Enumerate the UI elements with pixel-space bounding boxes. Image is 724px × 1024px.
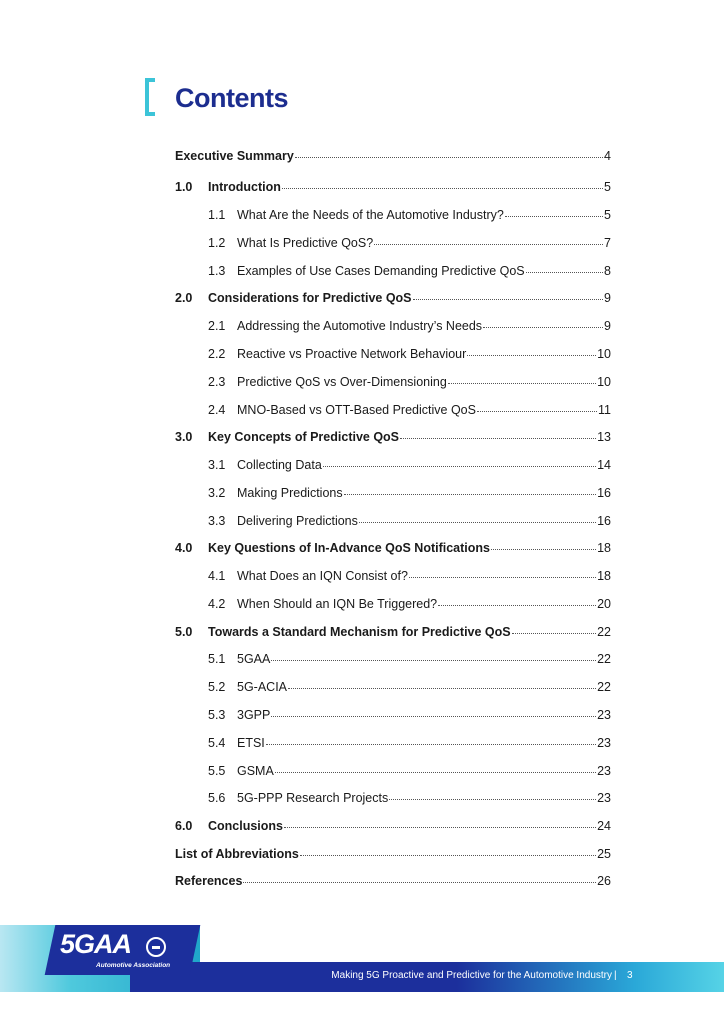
logo-subtitle: Automotive Association <box>96 962 171 969</box>
toc-entry[interactable] <box>208 733 611 753</box>
toc-entry-label: Key Concepts of Predictive QoS <box>208 430 400 444</box>
toc-entry[interactable] <box>208 400 611 420</box>
toc-entry-page: 22 <box>597 680 611 694</box>
toc-entry-number: 2.4 <box>208 403 226 417</box>
dot-leader <box>491 549 596 550</box>
toc-entry-page: 9 <box>604 291 611 305</box>
toc-entry-number: 4.1 <box>208 569 226 583</box>
toc-entry[interactable] <box>208 788 611 808</box>
dot-leader <box>295 157 603 158</box>
toc-entry-number: 3.1 <box>208 458 226 472</box>
toc-entry[interactable] <box>175 288 611 308</box>
toc-entry-label: Considerations for Predictive QoS <box>208 291 412 305</box>
dot-leader <box>526 272 603 273</box>
dot-leader <box>266 744 596 745</box>
toc-entry-label: Towards a Standard Mechanism for Predictive QoS <box>208 625 511 639</box>
toc-entry-page: 8 <box>604 264 611 278</box>
toc-entry-label: Making Predictions <box>237 486 343 500</box>
dot-leader <box>467 355 596 356</box>
toc-entry-label: Examples of Use Cases Demanding Predictive QoS <box>237 264 525 278</box>
dot-leader <box>344 494 596 495</box>
title-bracket-decoration <box>145 78 155 116</box>
toc-entry-label: What Is Predictive QoS? <box>237 236 374 250</box>
toc-entry[interactable] <box>208 594 611 614</box>
toc-entry-label: When Should an IQN Be Triggered? <box>237 597 438 611</box>
toc-entry[interactable] <box>208 261 611 281</box>
toc-entry-number: 5.1 <box>208 652 226 666</box>
toc-entry-label: MNO-Based vs OTT-Based Predictive QoS <box>237 403 476 417</box>
toc-entry-number: 4.2 <box>208 597 226 611</box>
dot-leader <box>483 327 603 328</box>
toc-entry-label: 5G-PPP Research Projects <box>237 791 389 805</box>
toc-entry[interactable] <box>175 177 611 197</box>
toc-entry-page: 18 <box>597 569 611 583</box>
toc-entry-label: Reactive vs Proactive Network Behaviour <box>237 347 467 361</box>
toc-entry-page: 18 <box>597 541 611 555</box>
toc-entry-number: 2.0 <box>175 291 193 305</box>
dot-leader <box>282 188 603 189</box>
toc-entry-label: Predictive QoS vs Over-Dimensioning <box>237 375 447 389</box>
toc-entry-page: 24 <box>597 819 611 833</box>
toc-entry-label: What Are the Needs of the Automotive Industry? <box>237 208 504 222</box>
toc-entry-label: List of Abbreviations <box>175 847 299 861</box>
toc-entry-number: 2.2 <box>208 347 226 361</box>
toc-entry-page: 26 <box>597 874 611 888</box>
toc-entry-page: 23 <box>597 764 611 778</box>
toc-entry-label: ETSI <box>237 736 265 750</box>
page-title: Contents <box>175 83 288 113</box>
toc-entry-page: 23 <box>597 708 611 722</box>
logo-car-icon <box>146 937 166 957</box>
toc-entry-label: Collecting Data <box>237 458 322 472</box>
dot-leader <box>275 772 596 773</box>
toc-entry[interactable] <box>208 316 611 336</box>
toc-entry-page: 22 <box>597 625 611 639</box>
toc-entry-page: 16 <box>597 486 611 500</box>
page-number: 3 <box>627 970 633 981</box>
toc-entry[interactable] <box>208 677 611 697</box>
toc-entry-page: 5 <box>604 208 611 222</box>
toc-entry-label: GSMA <box>237 764 274 778</box>
dot-leader <box>409 577 596 578</box>
toc-entry-page: 7 <box>604 236 611 250</box>
toc-entry-number: 1.3 <box>208 264 226 278</box>
toc-entry-label: 5G-ACIA <box>237 680 288 694</box>
toc-entry[interactable] <box>208 705 611 725</box>
dot-leader <box>359 522 596 523</box>
dot-leader <box>438 605 596 606</box>
toc-entry-number: 2.1 <box>208 319 226 333</box>
toc-entry[interactable] <box>208 205 611 225</box>
toc-entry-number: 2.3 <box>208 375 226 389</box>
toc-entry-number: 5.0 <box>175 625 193 639</box>
toc-entry-number: 5.3 <box>208 708 226 722</box>
dot-leader <box>284 827 596 828</box>
logo-text: 5GAA <box>60 929 132 959</box>
toc-entry-page: 23 <box>597 791 611 805</box>
toc-entry-page: 16 <box>597 514 611 528</box>
toc-entry[interactable] <box>175 622 611 642</box>
toc-entry-page: 10 <box>597 347 611 361</box>
toc-entry-number: 5.5 <box>208 764 226 778</box>
toc-entry-number: 1.0 <box>175 180 193 194</box>
toc-entry[interactable] <box>208 344 611 364</box>
toc-entry-page: 4 <box>604 149 611 163</box>
dot-leader <box>413 299 604 300</box>
toc-entry[interactable] <box>175 538 611 558</box>
toc-entry-page: 20 <box>597 597 611 611</box>
toc-entry-number: 5.4 <box>208 736 226 750</box>
toc-entry[interactable] <box>208 372 611 392</box>
dot-leader <box>374 244 603 245</box>
toc-entry-page: 11 <box>598 403 611 417</box>
toc-entry-number: 1.2 <box>208 236 226 250</box>
toc-entry[interactable] <box>208 233 611 253</box>
toc-entry[interactable] <box>208 483 611 503</box>
toc-entry-label: Key Questions of In-Advance QoS Notifications <box>208 541 490 555</box>
toc-entry[interactable] <box>208 455 611 475</box>
toc-entry[interactable] <box>208 649 611 669</box>
toc-entry-number: 3.0 <box>175 430 193 444</box>
toc-entry-label: Executive Summary <box>175 149 294 163</box>
dot-leader <box>300 855 596 856</box>
toc-entry-label: 3GPP <box>237 708 271 722</box>
dot-leader <box>271 660 596 661</box>
dot-leader <box>271 716 596 717</box>
toc-entry[interactable] <box>208 566 611 586</box>
toc-entry-number: 5.6 <box>208 791 226 805</box>
dot-leader <box>389 799 596 800</box>
toc-entry[interactable] <box>175 844 611 864</box>
toc-entry[interactable] <box>175 427 611 447</box>
dot-leader <box>477 411 597 412</box>
dot-leader <box>288 688 596 689</box>
toc-entry[interactable] <box>175 816 611 836</box>
dot-leader <box>448 383 596 384</box>
dot-leader <box>512 633 596 634</box>
toc-entry-page: 5 <box>604 180 611 194</box>
toc-entry-number: 5.2 <box>208 680 226 694</box>
toc-entry[interactable] <box>175 146 611 166</box>
toc-entry-label: What Does an IQN Consist of? <box>237 569 408 583</box>
toc-entry-page: 13 <box>597 430 611 444</box>
footer-separator: | <box>614 970 617 981</box>
dot-leader <box>243 882 596 883</box>
toc-entry-label: Conclusions <box>208 819 284 833</box>
toc-entry-page: 9 <box>604 319 611 333</box>
toc-entry-number: 6.0 <box>175 819 193 833</box>
toc-entry[interactable] <box>208 761 611 781</box>
toc-entry-label: References <box>175 874 243 888</box>
toc-entry-page: 10 <box>597 375 611 389</box>
toc-entry-number: 1.1 <box>208 208 226 222</box>
toc-entry[interactable] <box>175 871 611 891</box>
toc-entry-page: 22 <box>597 652 611 666</box>
dot-leader <box>323 466 596 467</box>
toc-entry-number: 4.0 <box>175 541 193 555</box>
toc-entry-number: 3.3 <box>208 514 226 528</box>
toc-entry-page: 23 <box>597 736 611 750</box>
toc-entry-label: Delivering Predictions <box>237 514 358 528</box>
toc-entry-label: Addressing the Automotive Industry’s Needs <box>237 319 483 333</box>
toc-entry-page: 25 <box>597 847 611 861</box>
toc-entry-label: Introduction <box>208 180 281 194</box>
toc-entry[interactable] <box>208 511 611 531</box>
dot-leader <box>505 216 603 217</box>
footer-tagline: Making 5G Proactive and Predictive for the Automotive Industry <box>331 970 612 981</box>
toc-entry-label: 5GAA <box>237 652 271 666</box>
toc-entry-number: 3.2 <box>208 486 226 500</box>
toc-entry-page: 14 <box>597 458 611 472</box>
dot-leader <box>400 438 596 439</box>
